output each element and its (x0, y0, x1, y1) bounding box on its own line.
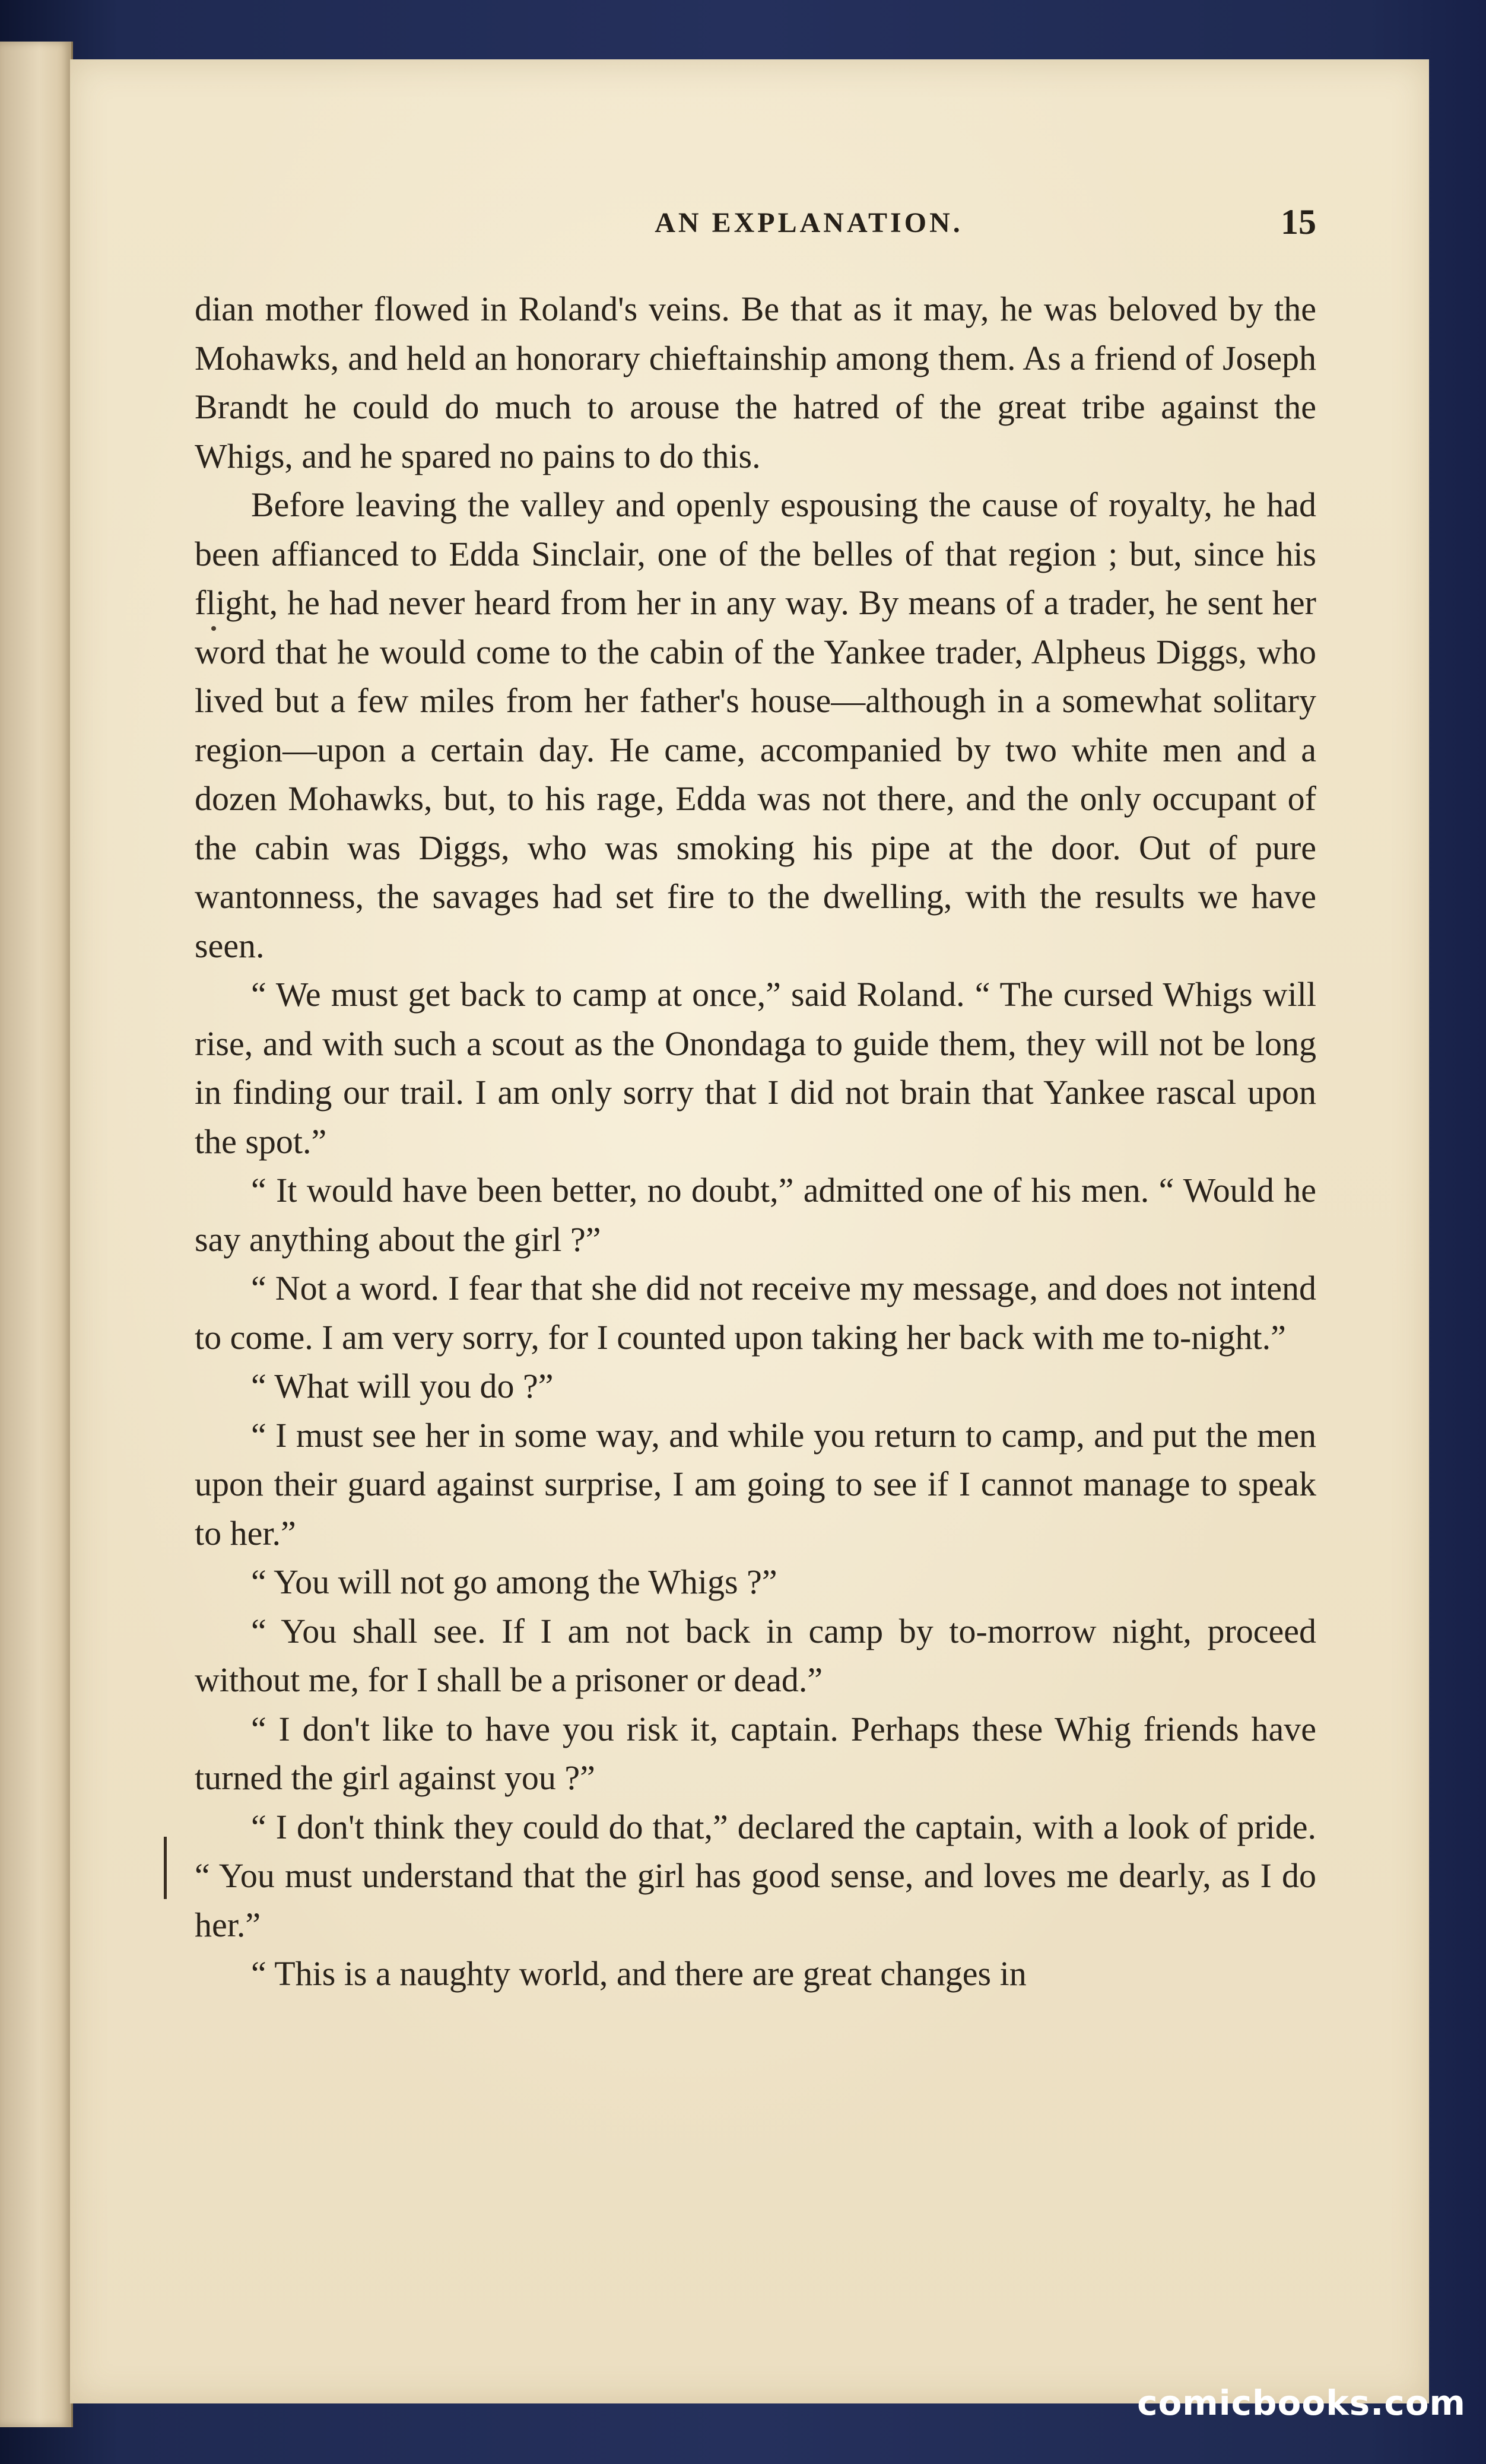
page-header (70, 202, 1429, 260)
paragraph: “ I don't like to have you risk it, captain. Perhaps these Whig friends have turned the girl against you ?” (195, 1709, 1316, 1797)
margin-dot (211, 626, 216, 631)
paragraph: “ It would have been better, no doubt,” admitted one of his men. “ Would he say anything about the girl ?” (195, 1171, 1316, 1259)
paragraph: dian mother flowed in Roland's veins. Be that as it may, he was beloved by the Mohawks, and held an honorary chieftainship among them. As a friend of Joseph Brandt he could do much to arouse the hatred of the great tribe against the Whigs, and he spared no pains to do this. (195, 290, 1316, 475)
paragraph: “ You shall see. If I am not back in camp by to-morrow night, proceed without me, for I shall be a prisoner or dead.” (195, 1611, 1316, 1699)
paragraph: “ I must see her in some way, and while you return to camp, and put the men upon their guard against surprise, I am going to see if I cannot manage to speak to her.” (195, 1415, 1316, 1552)
paragraph: “ We must get back to camp at once,” said Roland. “ The cursed Whigs will rise, and with such a scout as the Onondaga to guide them, they will not be long in finding our trail. I am only sorry that I did not brain that Yankee rascal upon the spot.” (195, 975, 1316, 1161)
watermark: comicbooks.com (1137, 2383, 1466, 2423)
previous-page-edge (0, 42, 73, 2427)
paragraph: Before leaving the valley and openly espousing the cause of royalty, he had been affianced to Edda Sinclair, one of the belles of that region ; but, since his flight, he had never heard from her in any way. By means of a trader, he sent her word that he would come to the cabin of the Yankee trader, Alpheus Diggs, who lived but a few miles from her father's house—although in a somewhat solitary region—upon a certain day. He came, accompanied by two white men and a dozen Mohawks, but, to his rage, Edda was not there, and the only occupant of the cabin was Diggs, who was smoking his pipe at the door. Out of pure wantonness, the savages had set fire to the dwelling, with the results we have seen. (195, 485, 1316, 965)
paragraph: “ Not a word. I fear that she did not receive my message, and does not intend to come. I am very sorry, for I counted upon taking her back with me to-night.” (195, 1269, 1316, 1357)
page-number: 15 (1281, 202, 1316, 242)
paragraph: “ You will not go among the Whigs ?” (251, 1563, 777, 1601)
paragraph: “ What will you do ?” (251, 1367, 554, 1405)
running-head: AN EXPLANATION. (655, 207, 963, 239)
paragraph: “ This is a naughty world, and there are great changes in (251, 1954, 1027, 1993)
book-page (70, 59, 1429, 2403)
body-text (195, 285, 1316, 1999)
paragraph: “ I don't think they could do that,” declared the captain, with a look of pride. “ You must understand that the girl has good sense, and loves me dearly, as I do her.” (195, 1807, 1316, 1944)
margin-pencil-mark (164, 1837, 167, 1899)
